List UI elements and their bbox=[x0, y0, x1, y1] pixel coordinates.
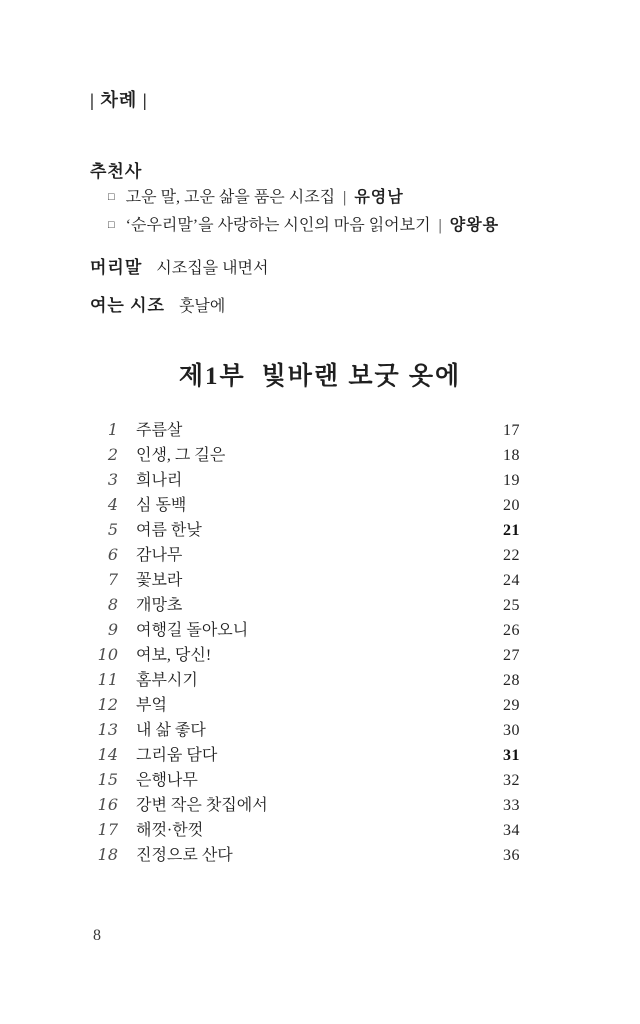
toc-entry-number: 9 bbox=[107, 620, 118, 639]
toc-entry-page: 17 bbox=[503, 422, 520, 439]
toc-entry-page: 34 bbox=[503, 822, 520, 839]
toc-entry-title: 내 삶 좋다 bbox=[136, 722, 206, 739]
toc-entry bbox=[88, 842, 520, 867]
toc-entry-number: 8 bbox=[107, 595, 118, 614]
toc-entry-title: 개망초 bbox=[136, 597, 183, 614]
toc-entry-title: 진정으로 산다 bbox=[136, 847, 233, 864]
toc-entry-page: 31 bbox=[503, 747, 520, 764]
toc-entry bbox=[88, 467, 520, 492]
preface-title: 시조집을 내면서 bbox=[156, 260, 269, 277]
toc-entry-number: 3 bbox=[107, 470, 118, 489]
toc-entry bbox=[88, 567, 520, 592]
toc-entry-title: 주름살 bbox=[136, 422, 183, 439]
toc-entry-number: 11 bbox=[97, 670, 118, 689]
opening-sijo-label: 여는 시조 bbox=[90, 296, 165, 315]
toc-entry-number: 5 bbox=[107, 520, 118, 539]
toc-entry bbox=[88, 542, 520, 567]
opening-sijo-title: 훗날에 bbox=[178, 298, 226, 315]
page-number: 8 bbox=[93, 927, 101, 944]
toc-entry-page: 25 bbox=[503, 597, 520, 614]
toc-entry-number: 12 bbox=[97, 695, 118, 714]
toc-entry-title: 해껏·한껏 bbox=[136, 822, 204, 839]
toc-entry-page: 36 bbox=[503, 847, 520, 864]
toc-entry-page: 20 bbox=[503, 497, 520, 514]
toc-list bbox=[88, 417, 520, 867]
toc-entry-title: 강변 작은 찻집에서 bbox=[136, 797, 268, 814]
preface-row bbox=[90, 253, 268, 278]
recommendation-item bbox=[108, 184, 499, 212]
toc-entry bbox=[88, 717, 520, 742]
toc-entry-number: 10 bbox=[97, 645, 118, 664]
toc-entry-number: 6 bbox=[107, 545, 118, 564]
toc-entry-number: 13 bbox=[97, 720, 118, 739]
part-title bbox=[0, 356, 640, 392]
toc-entry bbox=[88, 692, 520, 717]
toc-entry-number: 16 bbox=[97, 795, 118, 814]
toc-entry bbox=[88, 617, 520, 642]
toc-entry-title: 여보, 당신! bbox=[136, 647, 212, 664]
toc-entry-title: 희나리 bbox=[136, 472, 183, 489]
toc-entry-number: 15 bbox=[97, 770, 118, 789]
toc-header: | 차례 | bbox=[90, 90, 148, 110]
toc-entry bbox=[88, 742, 520, 767]
toc-entry-title: 꽃보라 bbox=[136, 572, 183, 589]
square-bullet-icon: □ bbox=[108, 191, 115, 203]
toc-entry-title: 심 동백 bbox=[136, 497, 187, 514]
recommendation-title: ‘순우리말’을 사랑하는 시인의 마음 읽어보기 bbox=[125, 217, 431, 234]
toc-entry bbox=[88, 792, 520, 817]
toc-entry bbox=[88, 492, 520, 517]
toc-entry bbox=[88, 417, 520, 442]
toc-entry bbox=[88, 442, 520, 467]
recommendation-heading: 추천사 bbox=[90, 162, 143, 181]
toc-entry-page: 27 bbox=[503, 647, 520, 664]
toc-entry-page: 28 bbox=[503, 672, 520, 689]
opening-sijo-row bbox=[90, 291, 225, 316]
toc-entry-number: 17 bbox=[97, 820, 118, 839]
toc-entry-page: 24 bbox=[503, 572, 520, 589]
toc-entry bbox=[88, 817, 520, 842]
toc-entry-title: 여행길 돌아오니 bbox=[136, 622, 249, 639]
toc-entry-title: 은행나무 bbox=[136, 772, 198, 789]
toc-entry bbox=[88, 767, 520, 792]
toc-entry-title: 홈부시기 bbox=[136, 672, 198, 689]
square-bullet-icon: □ bbox=[108, 219, 115, 231]
toc-entry bbox=[88, 667, 520, 692]
toc-entry bbox=[88, 517, 520, 542]
author-separator: | bbox=[343, 189, 347, 206]
toc-entry-number: 14 bbox=[97, 745, 118, 764]
recommendation-list bbox=[108, 184, 499, 240]
toc-entry-page: 21 bbox=[503, 522, 520, 539]
preface-label: 머리말 bbox=[90, 258, 143, 277]
part-number: 제1부 bbox=[178, 363, 246, 390]
toc-entry-title: 그리움 담다 bbox=[136, 747, 218, 764]
toc-entry-page: 19 bbox=[503, 472, 520, 489]
author-separator: | bbox=[438, 217, 442, 234]
toc-entry-page: 18 bbox=[503, 447, 520, 464]
toc-entry-number: 18 bbox=[97, 845, 118, 864]
toc-entry-title: 인생, 그 길은 bbox=[136, 447, 226, 464]
toc-entry-number: 2 bbox=[107, 445, 118, 464]
toc-entry-number: 7 bbox=[107, 570, 118, 589]
toc-entry-page: 22 bbox=[503, 547, 520, 564]
recommendation-author: 양왕용 bbox=[449, 217, 500, 234]
toc-entry-title: 여름 한낮 bbox=[136, 522, 202, 539]
recommendation-item bbox=[108, 212, 499, 240]
toc-entry-title: 감나무 bbox=[136, 547, 183, 564]
part-name: 빛바랜 보굿 옷에 bbox=[261, 363, 462, 390]
toc-entry bbox=[88, 642, 520, 667]
toc-entry-page: 30 bbox=[503, 722, 520, 739]
toc-entry-number: 4 bbox=[107, 495, 118, 514]
toc-entry bbox=[88, 592, 520, 617]
recommendation-title: 고운 말, 고운 삶을 품은 시조집 bbox=[125, 189, 336, 206]
toc-entry-title: 부엌 bbox=[136, 697, 167, 714]
toc-entry-page: 26 bbox=[503, 622, 520, 639]
toc-entry-page: 29 bbox=[503, 697, 520, 714]
recommendation-author: 유영남 bbox=[354, 189, 404, 206]
toc-entry-page: 33 bbox=[503, 797, 520, 814]
toc-entry-number: 1 bbox=[107, 420, 118, 439]
toc-entry-page: 32 bbox=[503, 772, 520, 789]
